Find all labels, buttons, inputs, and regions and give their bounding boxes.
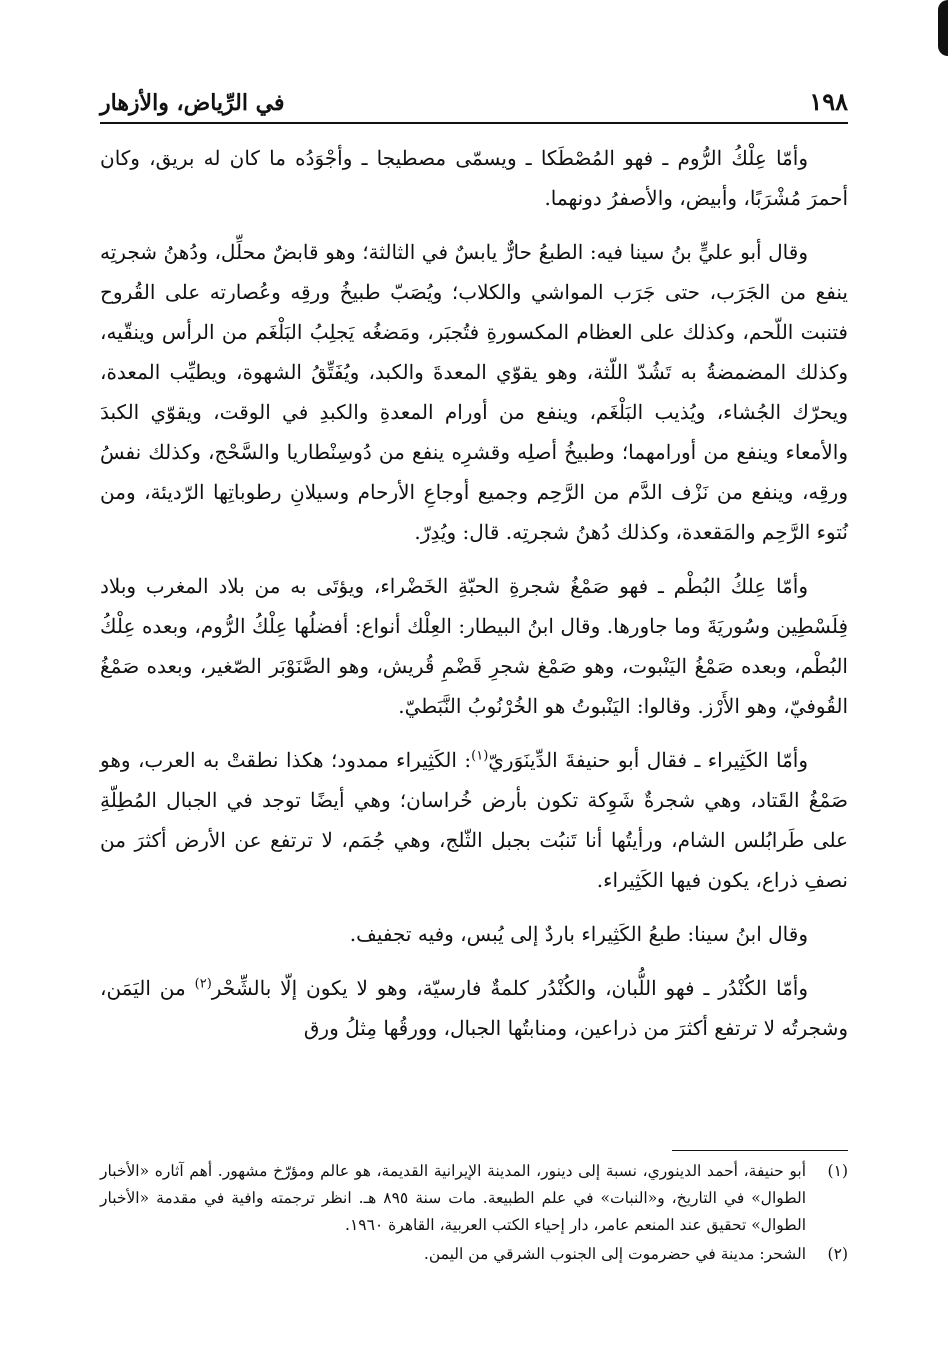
page-number: ١٩٨ <box>809 87 848 116</box>
footnote-number: (١) <box>827 1162 848 1180</box>
paragraph-frankincense <box>100 968 848 1048</box>
footnote-divider <box>672 1150 848 1151</box>
paragraph-tragacanth <box>100 740 848 900</box>
paragraph-text: : الكَثِيراء ممدود؛ هكذا نطقتْ به العرب، وهو صَمْغُ القَتاد، وهي شجرةٌ شَوِكة تكون بأرض خُراسان؛ وهي أيضًا توجد في الجبال المُطِلّةِ على طَرابُلس الشام، ورأيتُها أنا تَنبُت بجبل الثّلج، وهي جُمَم، لا ترتفع عن الأرض أكثرَ من نصفِ ذراع، يكون فيها الكَثِيراء. <box>100 748 848 892</box>
footnote-text: الشحر: مدينة في حضرموت إلى الجنوب الشرقي من اليمن. <box>423 1245 806 1263</box>
paragraph-terebinth: وأمّا عِلكُ البُطْم ـ فهو صَمْغُ شجرةِ الحبّةِ الخَضْراء، ويؤتَى به من بلاد المغرب وبلاد فِلَسْطِين وسُوريَةَ وما جاورها. وقال ابنُ البيطار: العِلْك أنواع: أفضلُها عِلْكُ الرُّوم، وبعده عِلْكُ البُطْم، وبعده صَمْغُ اليَنْبوت، وهو صَمْغ شجرِ قَضْمِ قُريش، وهو الصَّنَوْبَر الصّغير، وبعده صَمْغُ القُوفيّ، وهو الأَرْز. وقالوا: اليَنْبوتُ هو الخُرْنُوبُ النَّبَطيّ. <box>100 574 848 718</box>
paragraph-ibn-sina-tragacanth: وقال ابنُ سينا: طبعُ الكَثِيراء باردٌ إلى يُبس، وفيه تجفيف. <box>349 922 808 946</box>
footnote-ref-1[interactable]: (١) <box>471 748 489 764</box>
main-text <box>100 138 848 1062</box>
footnote-1 <box>100 1158 848 1239</box>
page-edge-mark <box>938 0 948 56</box>
footnote-text: أبو حنيفة، أحمد الدينوري، نسبة إلى دينور، المدينة الإيرانية القديمة، هو عالم ومؤرّخ مشهور. أهم آثاره «الأخبار الطوال» في التاريخ، و«النبات» في علم الطبيعة. مات سنة ٨٩٥ هـ. انظر ترجمته وافية في مقدمة «الأخبار الطوال» تحقيق عند المنعم عامر، دار إحياء الكتب العربية، القاهرة ١٩٦٠. <box>100 1162 807 1234</box>
paragraph-text: وأمّا الكُنْدُر ـ فهو اللُّبان، والكُنْدُر كلمةٌ فارسيّة، وهو لا يكون إلّا بالشِّحْر <box>211 976 808 1000</box>
paragraph-ibn-sina: وقال أبو عليٍّ بنُ سينا فيه: الطبعُ حارٌّ يابسٌ في الثالثة؛ وهو قابضٌ محلِّل، ودُهنُ شجرتِه ينفع من الجَرَب، حتى جَرَب المواشي والكلاب؛ ويُصَبّ طبيخُ ورقِه وعُصارته على القُروح فتنبت اللّحم، وكذلك على العظام المكسورةِ فتُجبَر، ومَضغُه يَجلِبُ البَلْغَم من الرأس وينقّيه، وكذلك المضمضةُ به تَشُدّ اللّثة، وهو يقوّي المعدةَ والكبد، ويُفَتِّقُ الشهوة، ويطيِّب المعدة، ويحرّك الجُشاء، ويُذيب البَلْغَم، وينفع من أورام المعدةِ والكبدِ في الوقت، ويقوّي الكبدَ والأمعاء وينفع من أورامهما؛ وطبيخُ أصلِه وقشرِه ينفع من دُوسِنْطاريا والسَّحْج، وكذلك نفسُ ورقِه، وينفع من نَزْف الدَّم من الرَّحِم وجميع أوجاعِ الأرحام وسيلانِ رطوباتِها الرّديئة، ومن نُتوء الرَّحِم والمَقعدة، وكذلك دُهنُ شجرتِه. قال: ويُدِرّ. <box>100 240 848 544</box>
footnotes <box>100 1158 848 1270</box>
footnote-ref-2[interactable]: (٢) <box>194 976 212 992</box>
page-header <box>100 82 848 124</box>
paragraph-mastic: وأمّا عِلْكُ الرُّوم ـ فهو المُصْطَكا ـ ويسمّى مصطيجا ـ وأجْوَدُه ما كان له بريق، وكان أحمرَ مُشْرَبًا، وأبيض، والأصفرُ دونهما. <box>100 146 848 210</box>
running-head: في الرِّياض، والأزهار <box>100 90 285 116</box>
paragraph-text: من اليَمَن، وشجرتُه لا ترتفع أكثرَ من ذراعين، ومنابتُها الجبال، وورقُها مِثلُ ورق <box>100 976 848 1040</box>
footnote-number: (٢) <box>827 1245 848 1263</box>
footnote-2 <box>100 1241 848 1268</box>
paragraph-text: وأمّا الكَثِيراء ـ فقال أبو حنيفةَ الدِّينَوَريّ <box>488 748 808 772</box>
